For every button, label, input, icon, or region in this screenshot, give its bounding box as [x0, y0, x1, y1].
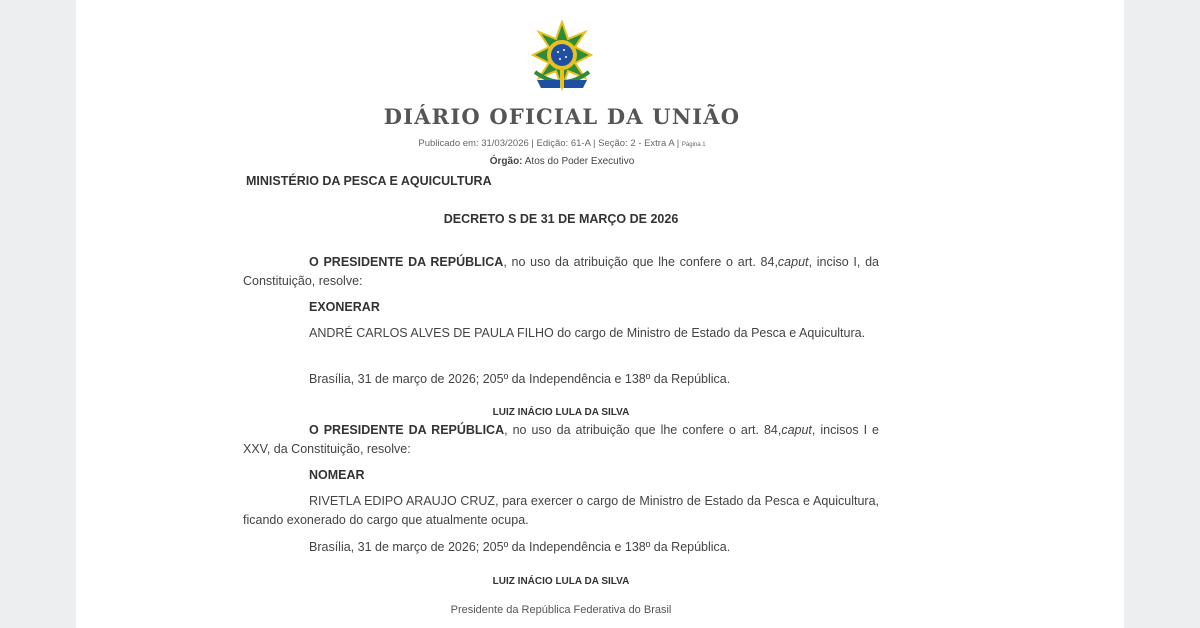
act1-intro-italic: caput	[777, 255, 809, 269]
act1-body: ANDRÉ CARLOS ALVES DE PAULA FILHO do cargo de Ministro de Estado da Pesca e Aquicultura.	[309, 326, 866, 340]
act2-body: RIVETLA EDIPO ARAUJO CRUZ, para exercer o cargo de Ministro de Estado da Pesca e Aquicultura, ficando exonerado do cargo que atualmente ocupa.	[243, 494, 879, 527]
brazil-coat-of-arms-icon	[527, 20, 597, 94]
journal-title: DIÁRIO OFICIAL DA UNIÃO	[383, 104, 741, 129]
act1-intro-tail: , inciso I, da Constituição, resolve:	[243, 255, 879, 288]
act2-intro-italic: caput	[781, 423, 812, 437]
orgao-line	[76, 156, 1048, 167]
document-page	[76, 0, 1124, 628]
page-number: Página 1	[681, 142, 706, 148]
act1-action: EXONERAR	[309, 300, 380, 314]
decree-title: DECRETO S DE 31 DE MARÇO DE 2026	[443, 212, 679, 226]
act1-signer: LUIZ INÁCIO LULA DA SILVA	[492, 407, 630, 418]
act1-intro-text: , no uso da atribuição que lhe confere o art. 84,	[503, 255, 778, 269]
ministry-name: MINISTÉRIO DA PESCA E AQUICULTURA	[246, 174, 492, 188]
act2-intro	[243, 421, 879, 459]
publication-meta	[76, 138, 1048, 149]
act2-intro-tail: , incisos I e XXV, da Constituição, resolve:	[243, 423, 880, 456]
act1-dateline: Brasília, 31 de março de 2026; 205º da Independência e 138º da República.	[309, 372, 731, 386]
act2-signer: LUIZ INÁCIO LULA DA SILVA	[492, 576, 630, 587]
orgao-label: Órgão:	[489, 156, 523, 167]
orgao-value: Atos do Poder Executivo	[524, 156, 635, 167]
act1-intro	[243, 253, 879, 291]
signer-role: Presidente da República Federativa do Brasil	[450, 604, 672, 616]
publication-meta-text: Publicado em: 31/03/2026 | Edição: 61-A | Seção: 2 - Extra A |	[418, 138, 680, 149]
act1-intro-bold: O PRESIDENTE DA REPÚBLICA	[309, 255, 504, 269]
act2-intro-text: , no uso da atribuição que lhe confere o art. 84,	[504, 423, 782, 437]
act2-action: NOMEAR	[309, 468, 365, 482]
act2-intro-bold: O PRESIDENTE DA REPÚBLICA	[309, 423, 505, 437]
act2-dateline: Brasília, 31 de março de 2026; 205º da Independência e 138º da República.	[309, 540, 731, 554]
